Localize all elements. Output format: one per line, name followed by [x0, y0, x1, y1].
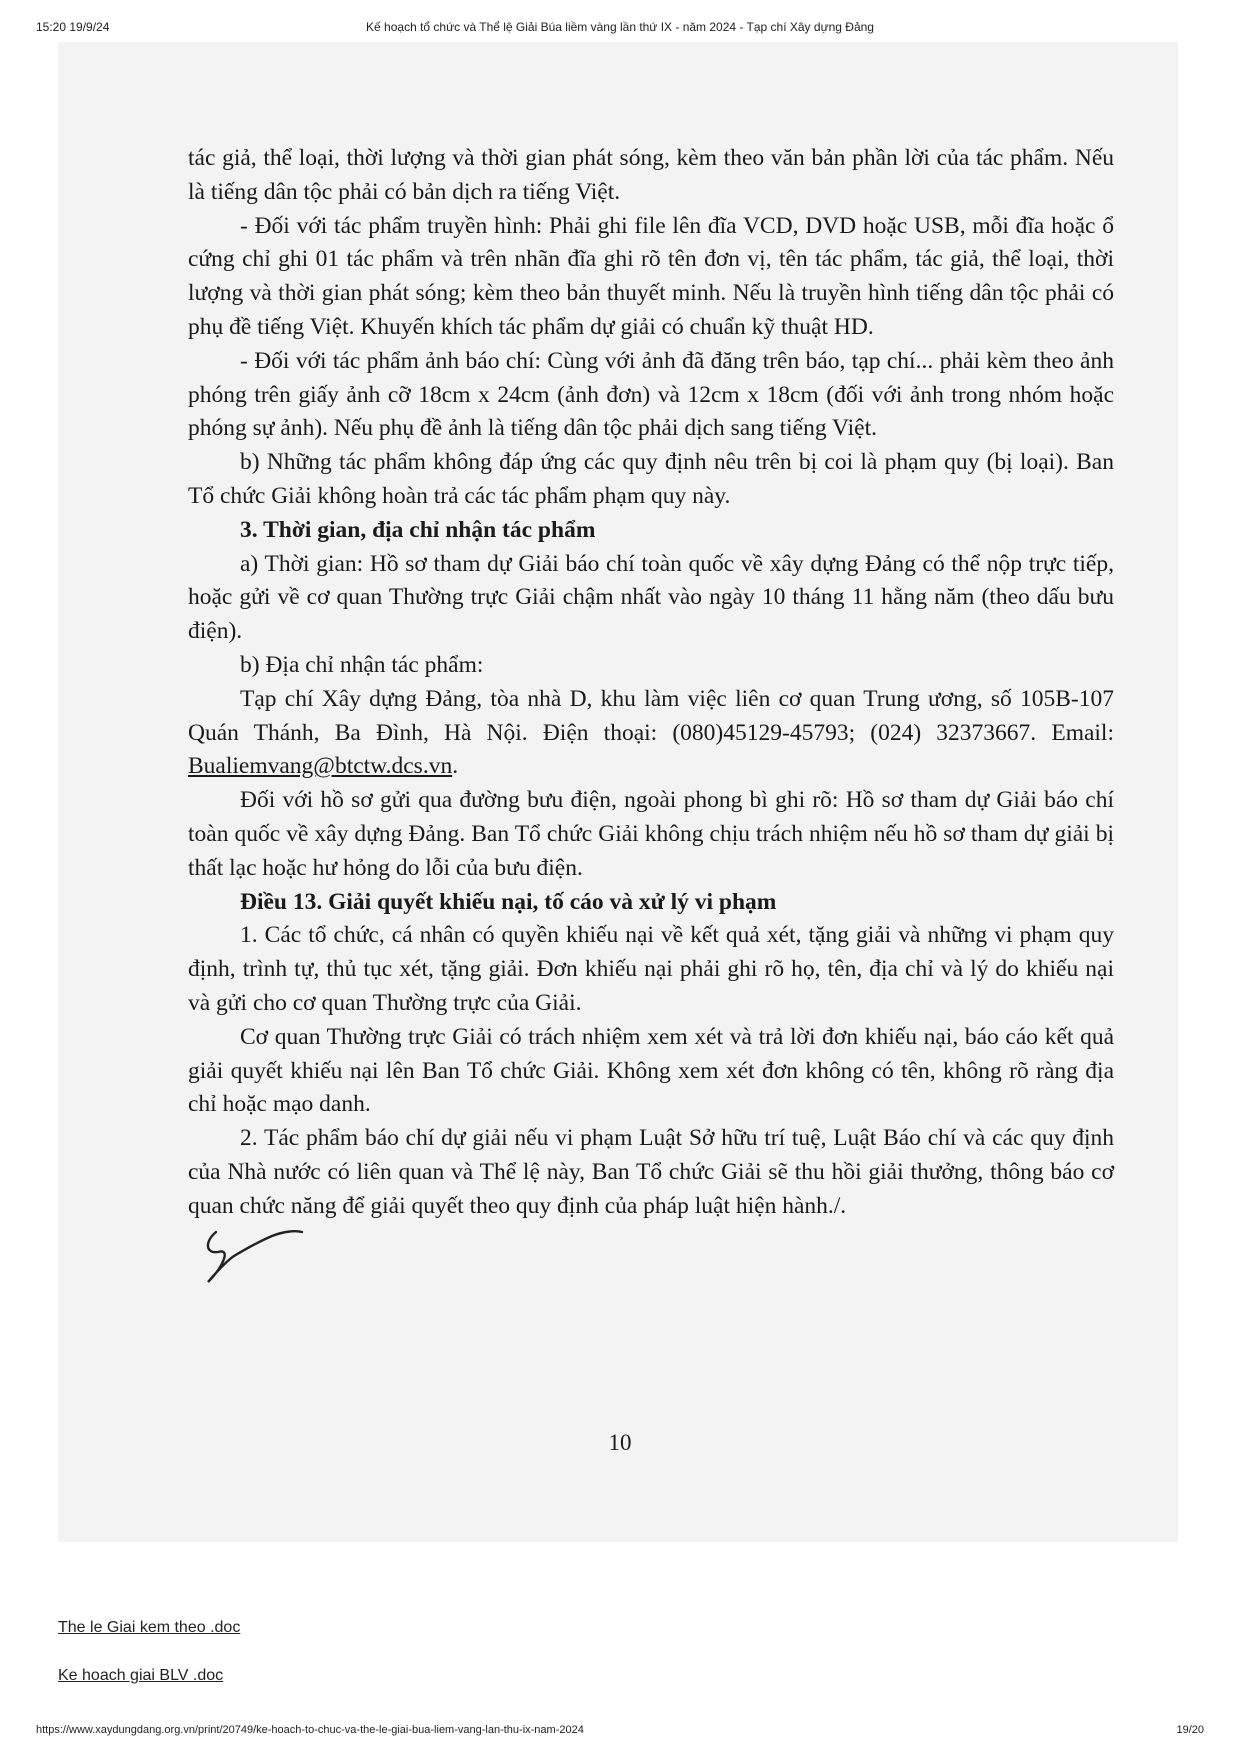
address-text: Tạp chí Xây dựng Đảng, tòa nhà D, khu làm việc liên cơ quan Trung ương, số 105B-107 Quán Thánh, Ba Đình, Hà Nội. Điện thoại: (080)45129-45793; (024) 32373667. Email: — [188, 685, 1114, 746]
paragraph: b) Địa chỉ nhận tác phẩm: — [240, 651, 484, 678]
signature-row — [188, 1224, 1114, 1294]
page-url: https://www.xaydungdang.org.vn/print/20749/ke-hoach-to-chuc-va-the-le-giai-bua-liem-vang-lan-thu-ix-nam-2024 — [36, 1724, 584, 1736]
print-title: Kế hoạch tổ chức và Thể lệ Giải Búa liềm vàng lần thứ IX - năm 2024 - Tạp chí Xây dựng Đảng — [366, 20, 874, 34]
paragraph: Cơ quan Thường trực Giải có trách nhiệm xem xét và trả lời đơn khiếu nại, báo cáo kết quả giải quyết khiếu nại lên Ban Tổ chức Giải. Không xem xét đơn không có tên, không rõ ràng địa chỉ hoặc mạo danh. — [188, 1023, 1114, 1118]
address-paragraph: Tạp chí Xây dựng Đảng, tòa nhà D, khu làm việc liên cơ quan Trung ương, số 105B-107 Quán Thánh, Ba Đình, Hà Nội. Điện thoại: (080)45129-45793; (024) 32373667. Email: Bualiemvang@btctw.dcs.vn. — [188, 685, 1114, 780]
paragraph: - Đối với tác phẩm truyền hình: Phải ghi file lên đĩa VCD, DVD hoặc USB, mỗi đĩa hoặc ổ cứng chỉ ghi 01 tác phẩm và trên nhãn đĩa ghi rõ tên đơn vị, tên tác phẩm, tác giả, thể loại, thời lượng và thời gian phát sóng; kèm theo bản thuyết minh. Nếu là truyền hình tiếng dân tộc phải có phụ đề tiếng Việt. Khuyến khích tác phẩm dự giải có chuẩn kỹ thuật HD. — [188, 212, 1114, 340]
paragraph: - Đối với tác phẩm ảnh báo chí: Cùng với ảnh đã đăng trên báo, tạp chí... phải kèm theo ảnh phóng trên giấy ảnh cỡ 18cm x 24cm (ảnh đơn) và 12cm x 18cm (đối với ảnh trong nhóm hoặc phóng sự ảnh). Nếu phụ đề ảnh là tiếng dân tộc phải dịch sang tiếng Việt. — [188, 347, 1114, 442]
document-body — [188, 142, 1114, 1294]
print-footer — [36, 1724, 1204, 1740]
paragraph: b) Những tác phẩm không đáp ứng các quy định nêu trên bị coi là phạm quy (bị loại). Ban Tổ chức Giải không hoàn trả các tác phẩm phạm quy này. — [188, 449, 1114, 509]
page-number: 10 — [608, 1430, 632, 1455]
page-count: 19/20 — [1176, 1724, 1204, 1736]
attachment-link-rules[interactable]: The le Giai kem theo .doc — [58, 1619, 241, 1636]
paragraph: 2. Tác phẩm báo chí dự giải nếu vi phạm Luật Sở hữu trí tuệ, Luật Báo chí và các quy định của Nhà nước có liên quan và Thể lệ này, Ban Tổ chức Giải sẽ thu hồi giải thưởng, thông báo cơ quan chức năng để giải quyết theo quy định của pháp luật hiện hành./. — [188, 1125, 1114, 1219]
print-datetime: 15:20 19/9/24 — [36, 20, 110, 34]
paragraph: a) Thời gian: Hồ sơ tham dự Giải báo chí toàn quốc về xây dựng Đảng có thể nộp trực tiếp, hoặc gửi về cơ quan Thường trực Giải chậm nhất vào ngày 10 tháng 11 hằng năm (theo dấu bưu điện). — [188, 550, 1114, 645]
email-address: Bualiemvang@btctw.dcs.vn — [188, 753, 453, 780]
attachment-link-plan[interactable]: Ke hoach giai BLV .doc — [58, 1667, 224, 1684]
print-header — [36, 20, 1204, 40]
paragraph: Đối với hồ sơ gửi qua đường bưu điện, ngoài phong bì ghi rõ: Hồ sơ tham dự Giải báo chí toàn quốc về xây dựng Đảng. Ban Tổ chức Giải không chịu trách nhiệm nếu hồ sơ tham dự giải bị thất lạc hoặc hư hỏng do lỗi của bưu điện. — [188, 787, 1114, 881]
article-heading: Điều 13. Giải quyết khiếu nại, tố cáo và xử lý vi phạm — [240, 888, 777, 915]
section-heading: 3. Thời gian, địa chỉ nhận tác phẩm — [240, 516, 596, 543]
paragraph: tác giả, thể loại, thời lượng và thời gian phát sóng, kèm theo văn bản phần lời của tác phẩm. Nếu là tiếng dân tộc phải có bản dịch ra tiếng Việt. — [188, 145, 1114, 205]
paragraph: 1. Các tổ chức, cá nhân có quyền khiếu nại về kết quả xét, tặng giải và những vi phạm quy định, trình tự, thủ tục xét, tặng giải. Đơn khiếu nại phải ghi rõ họ, tên, địa chỉ và lý do khiếu nại và gửi cho cơ quan Thường trực của Giải. — [188, 922, 1114, 1016]
signature-mark — [198, 1224, 308, 1294]
